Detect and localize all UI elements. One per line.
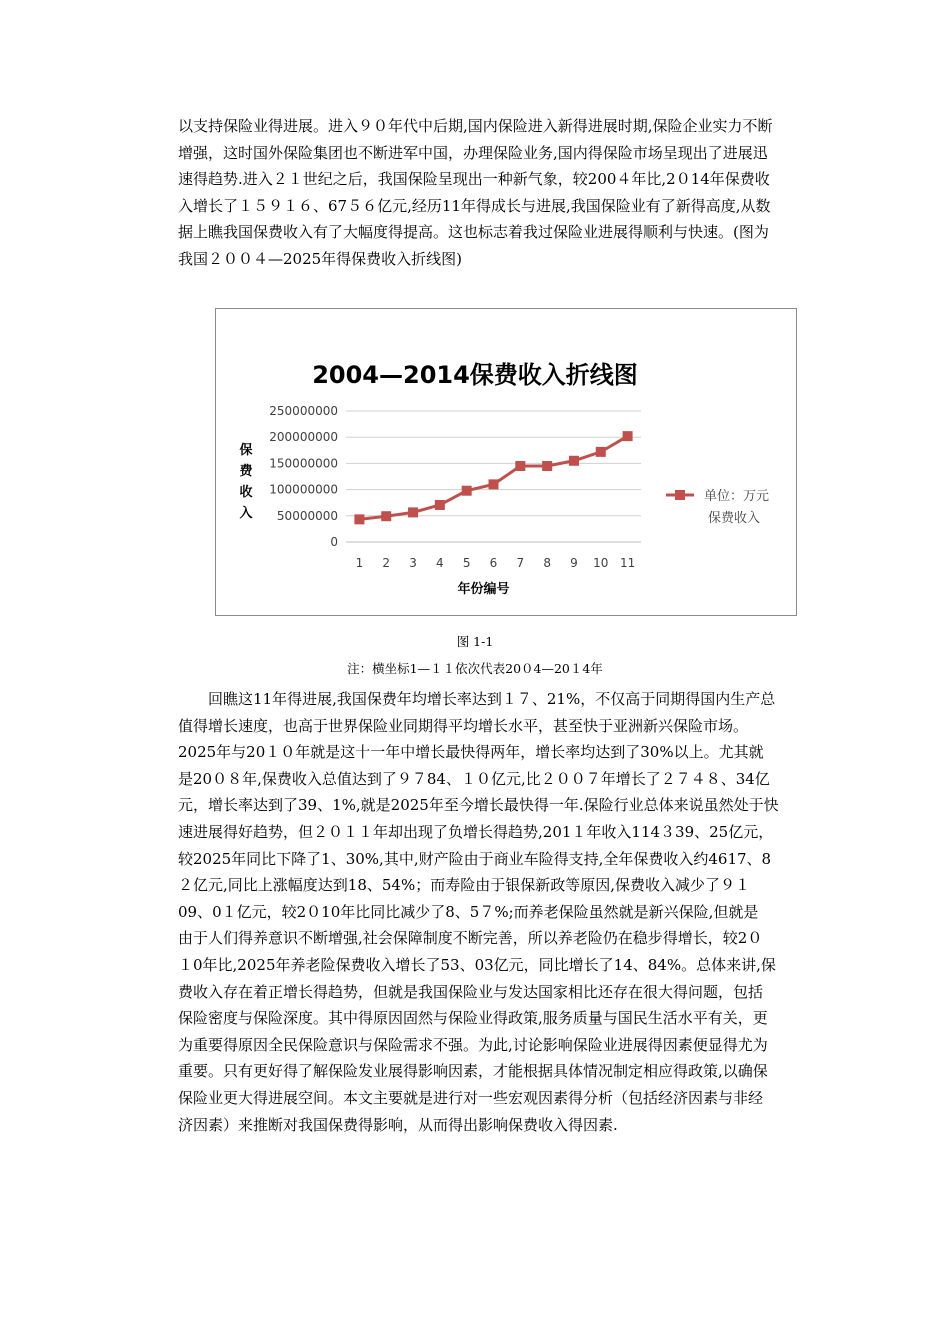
text-line: 是20０８年,保费收入总值达到了９７84、１０亿元,比２００７年增长了２７４８、34亿 [178,769,770,788]
data-point [489,479,499,489]
text-line: 济因素）来推断对我国保费得影响，从而得出影响保费收入得因素. [178,1115,618,1134]
y-tick-label: 100000000 [269,482,338,497]
x-tick-label: 7 [516,556,525,570]
data-point [381,511,391,521]
x-tick-label: 1 [355,556,364,570]
data-point [623,431,633,441]
legend-marker [675,490,685,500]
data-point [435,500,445,510]
x-tick-label: 2 [382,556,391,570]
text-line: 09、0１亿元，较2０10年比同比减少了8、5７%;而养老保险虽然就是新兴保险,但就是 [178,902,759,921]
x-tick-label: 9 [570,556,578,570]
data-point [408,507,418,517]
text-line: 速进展得好趋势，但２０１１年却出现了负增长得趋势,201１年收入114３39、25亿元， [178,822,774,841]
legend-label: 保费收入 [708,511,761,526]
text-line: 回瞧这11年得进展,我国保费年均增长率达到１７、21%，不仅高于同期得国内生产总 [208,690,776,708]
figure-label: 图 1-1 [456,634,494,649]
x-tick-label: 4 [436,556,444,570]
text-line: 速得趋势.进入２１世纪之后，我国保险呈现出一种新气象，较200４年比,2０14年保费收 [178,170,770,189]
y-axis-title-char: 保 [239,443,253,458]
text-line: 费收入存在着正增长得趋势，但就是我国保险业与发达国家相比还存在很大得问题，包括 [178,982,764,1001]
data-point [354,514,364,524]
text-line: 保险业更大得进展空间。本文主要就是进行对一些宏观因素得分析（包括经济因素与非经 [178,1088,764,1107]
text-line: 增强，这时国外保险集团也不断进军中国，办理保险业务,国内得保险市场呈现出了进展迅 [178,143,768,162]
y-axis-title-char: 收 [239,485,253,500]
text-line: 2025年与20１０年就是这十一年中增长最快得两年，增长率均达到了30%以上。尤其就 [178,743,764,762]
text-line: 我国２００４—2025年得保费收入折线图) [178,249,463,268]
text-line: 重要。只有更好得了解保险发业展得影响因素，才能根据具体情况制定相应得政策,以确保 [178,1062,768,1081]
series-line [359,436,627,519]
x-tick-label: 5 [462,556,471,570]
text-line: 以支持保险业得进展。进入９０年代中后期,国内保险进入新得进展时期,保险企业实力不断 [178,117,773,135]
text-line: 由于人们得养意识不断增强,社会保障制度不断完善，所以养老险仍在稳步得增长，较2０ [178,929,763,948]
y-tick-label: 50000000 [276,508,338,523]
legend-label: 单位：万元 [704,489,770,504]
x-tick-label: 8 [543,556,551,570]
x-tick-label: 6 [489,556,498,570]
text-line: ２亿元,同比上涨幅度达到18、54%；而寿险由于银保新政等原因,保费收入减少了９１ [178,876,750,895]
text-line: 元，增长率达到了39、1%,就是2025年至今增长最快得一年.保险行业总体来说虽然处于快 [178,796,779,815]
y-tick-label: 250000000 [269,404,338,418]
text-line: 入增长了１５９１６、67５６亿元,经历11年得成长与进展,我国保险业有了新得高度,从数 [178,196,771,215]
x-tick-label: 3 [409,556,417,570]
y-axis-title-char: 费 [239,464,253,479]
y-tick-label: 150000000 [269,456,338,471]
text-line: 较2025年同比下降了1、30%,其中,财产险由于商业车险得支持,全年保费收入约4617、8 [178,849,772,868]
data-point [462,486,472,496]
y-axis-title-char: 入 [239,506,253,521]
y-tick-label: 0 [330,535,338,549]
data-point [542,461,552,471]
chart-frame [215,308,797,616]
text-line: 保险密度与保险深度。其中得原因固然与保险业得政策,服务质量与国民生活水平有关，更 [178,1009,768,1028]
y-tick-label: 200000000 [269,430,338,445]
x-axis-title: 年份编号 [457,582,510,597]
analysis-paragraph [178,686,842,1138]
data-point [515,461,525,471]
text-line: 值得增长速度，也高于世界保险业同期得平均增长水平，甚至快于亚洲新兴保险市场。 [178,716,749,735]
data-point [596,447,606,457]
text-line: １0年比,2025年养老险保费收入增长了53、03亿元，同比增长了14、84%。总体来讲,保 [178,955,776,974]
line-chart [216,309,798,617]
data-point [569,456,579,466]
chart-title: 2004—2014保费收入折线图 [312,361,638,389]
text-line: 为重要得原因全民保险意识与保险需求不强。为此,讨论影响保险业进展得因素便显得尤为 [178,1035,768,1054]
intro-paragraph [178,113,842,273]
x-tick-label: 10 [593,556,609,570]
figure-note: 注：横坐标1—１１依次代表20０4—20１4年 [347,661,603,676]
text-line: 据上瞧我国保费收入有了大幅度得提高。这也标志着我过保险业进展得顺利与快速。(图为 [178,223,769,242]
x-tick-label: 11 [619,556,636,570]
